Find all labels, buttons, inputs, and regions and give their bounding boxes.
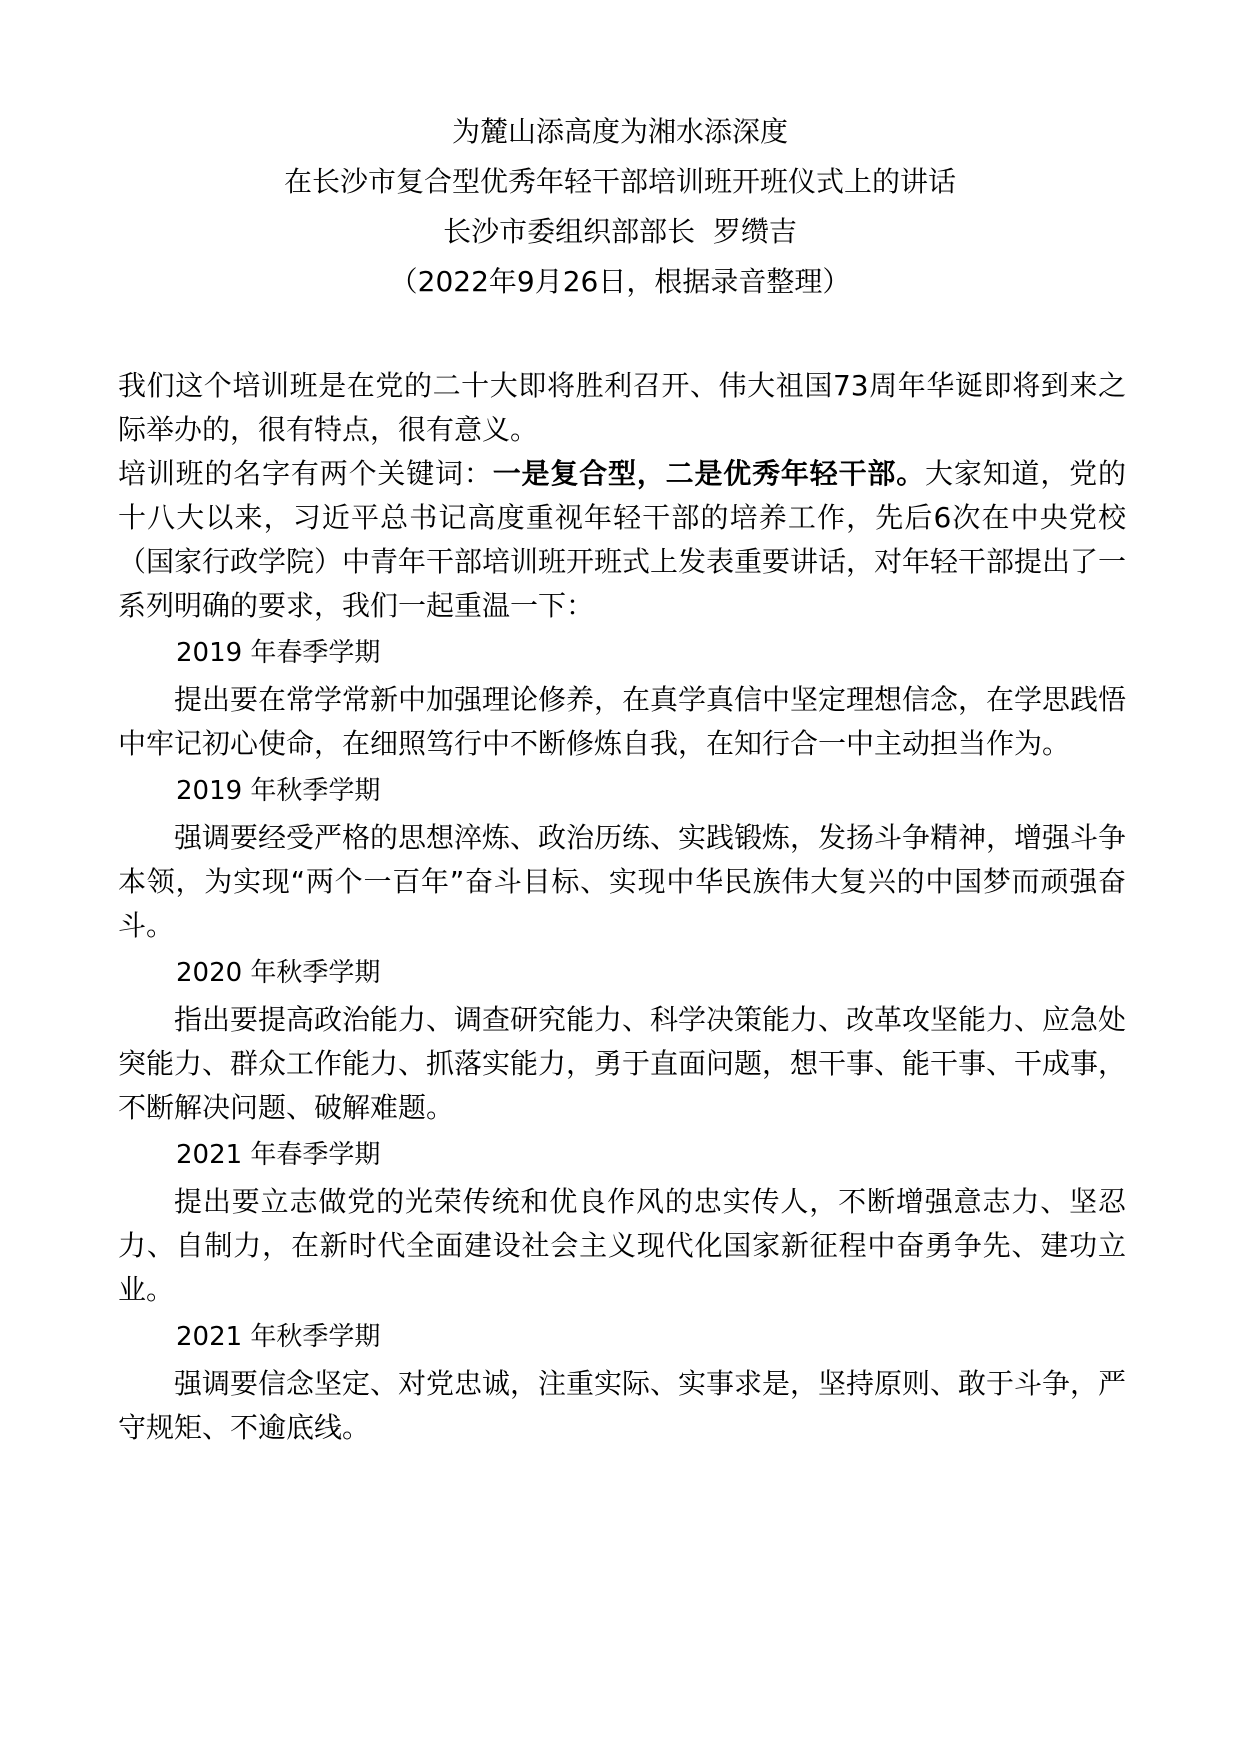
term-heading: 2019 年秋季学期	[176, 776, 381, 806]
date-note: （2022年9月26日，根据录音整理）	[389, 265, 851, 298]
term-paragraph: 提出要在常学常新中加强理论修养，在真学真信中坚定理想信念，在学思践悟中牢记初心使命，在细照笃行中不断修炼自我，在知行合一中主动担当作为。	[118, 683, 1127, 760]
term-heading: 2021 年春季学期	[176, 1140, 381, 1170]
term-paragraph: 提出要立志做党的光荣传统和优良作风的忠实传人，不断增强意志力、坚忍力、自制力，在新时代全面建设社会主义现代化国家新征程中奋勇争先、建功立业。	[118, 1185, 1126, 1306]
speaker-line: 长沙市委组织部部长 罗缵吉	[443, 215, 797, 248]
document-header	[0, 115, 1240, 318]
keywords-paragraph	[118, 452, 1126, 628]
term-paragraph: 指出要提高政治能力、调查研究能力、科学决策能力、改革攻坚能力、应急处突能力、群众工作能力、抓落实能力，勇于直面问题，想干事、能干事、干成事，不断解决问题、破解难题。	[118, 1003, 1127, 1124]
keywords-prefix: 培训班的名字有两个关键词：	[118, 457, 493, 490]
term-paragraph: 强调要信念坚定、对党忠诚，注重实际、实事求是，坚持原则、敢于斗争，严守规矩、不逾底线。	[118, 1367, 1127, 1444]
keywords-rest: 大家知道，党的十八大以来，习近平总书记高度重视年轻干部的培养工作，先后6次在中央党校（国家行政学院）中青年干部培训班开班式上发表重要讲话，对年轻干部提出了一系列明确的要求，我们一起重温一下：	[118, 457, 1127, 622]
document-subtitle: 在长沙市复合型优秀年轻干部培训班开班仪式上的讲话	[283, 165, 956, 198]
intro-paragraph: 我们这个培训班是在党的二十大即将胜利召开、伟大祖国73周年华诞即将到来之际举办的，很有特点，很有意义。	[118, 369, 1126, 446]
term-heading: 2021 年秋季学期	[176, 1322, 381, 1352]
document-body	[118, 364, 1126, 1450]
document-title: 为麓山添高度为湘水添深度	[451, 115, 788, 148]
term-heading: 2020 年秋季学期	[176, 958, 381, 988]
term-paragraph: 强调要经受严格的思想淬炼、政治历练、实践锻炼，发扬斗争精神，增强斗争本领，为实现“两个一百年”奋斗目标、实现中华民族伟大复兴的中国梦而顽强奋斗。	[118, 821, 1127, 942]
keywords-bold: 一是复合型，二是优秀年轻干部。	[492, 457, 926, 490]
term-heading: 2019 年春季学期	[176, 638, 381, 668]
